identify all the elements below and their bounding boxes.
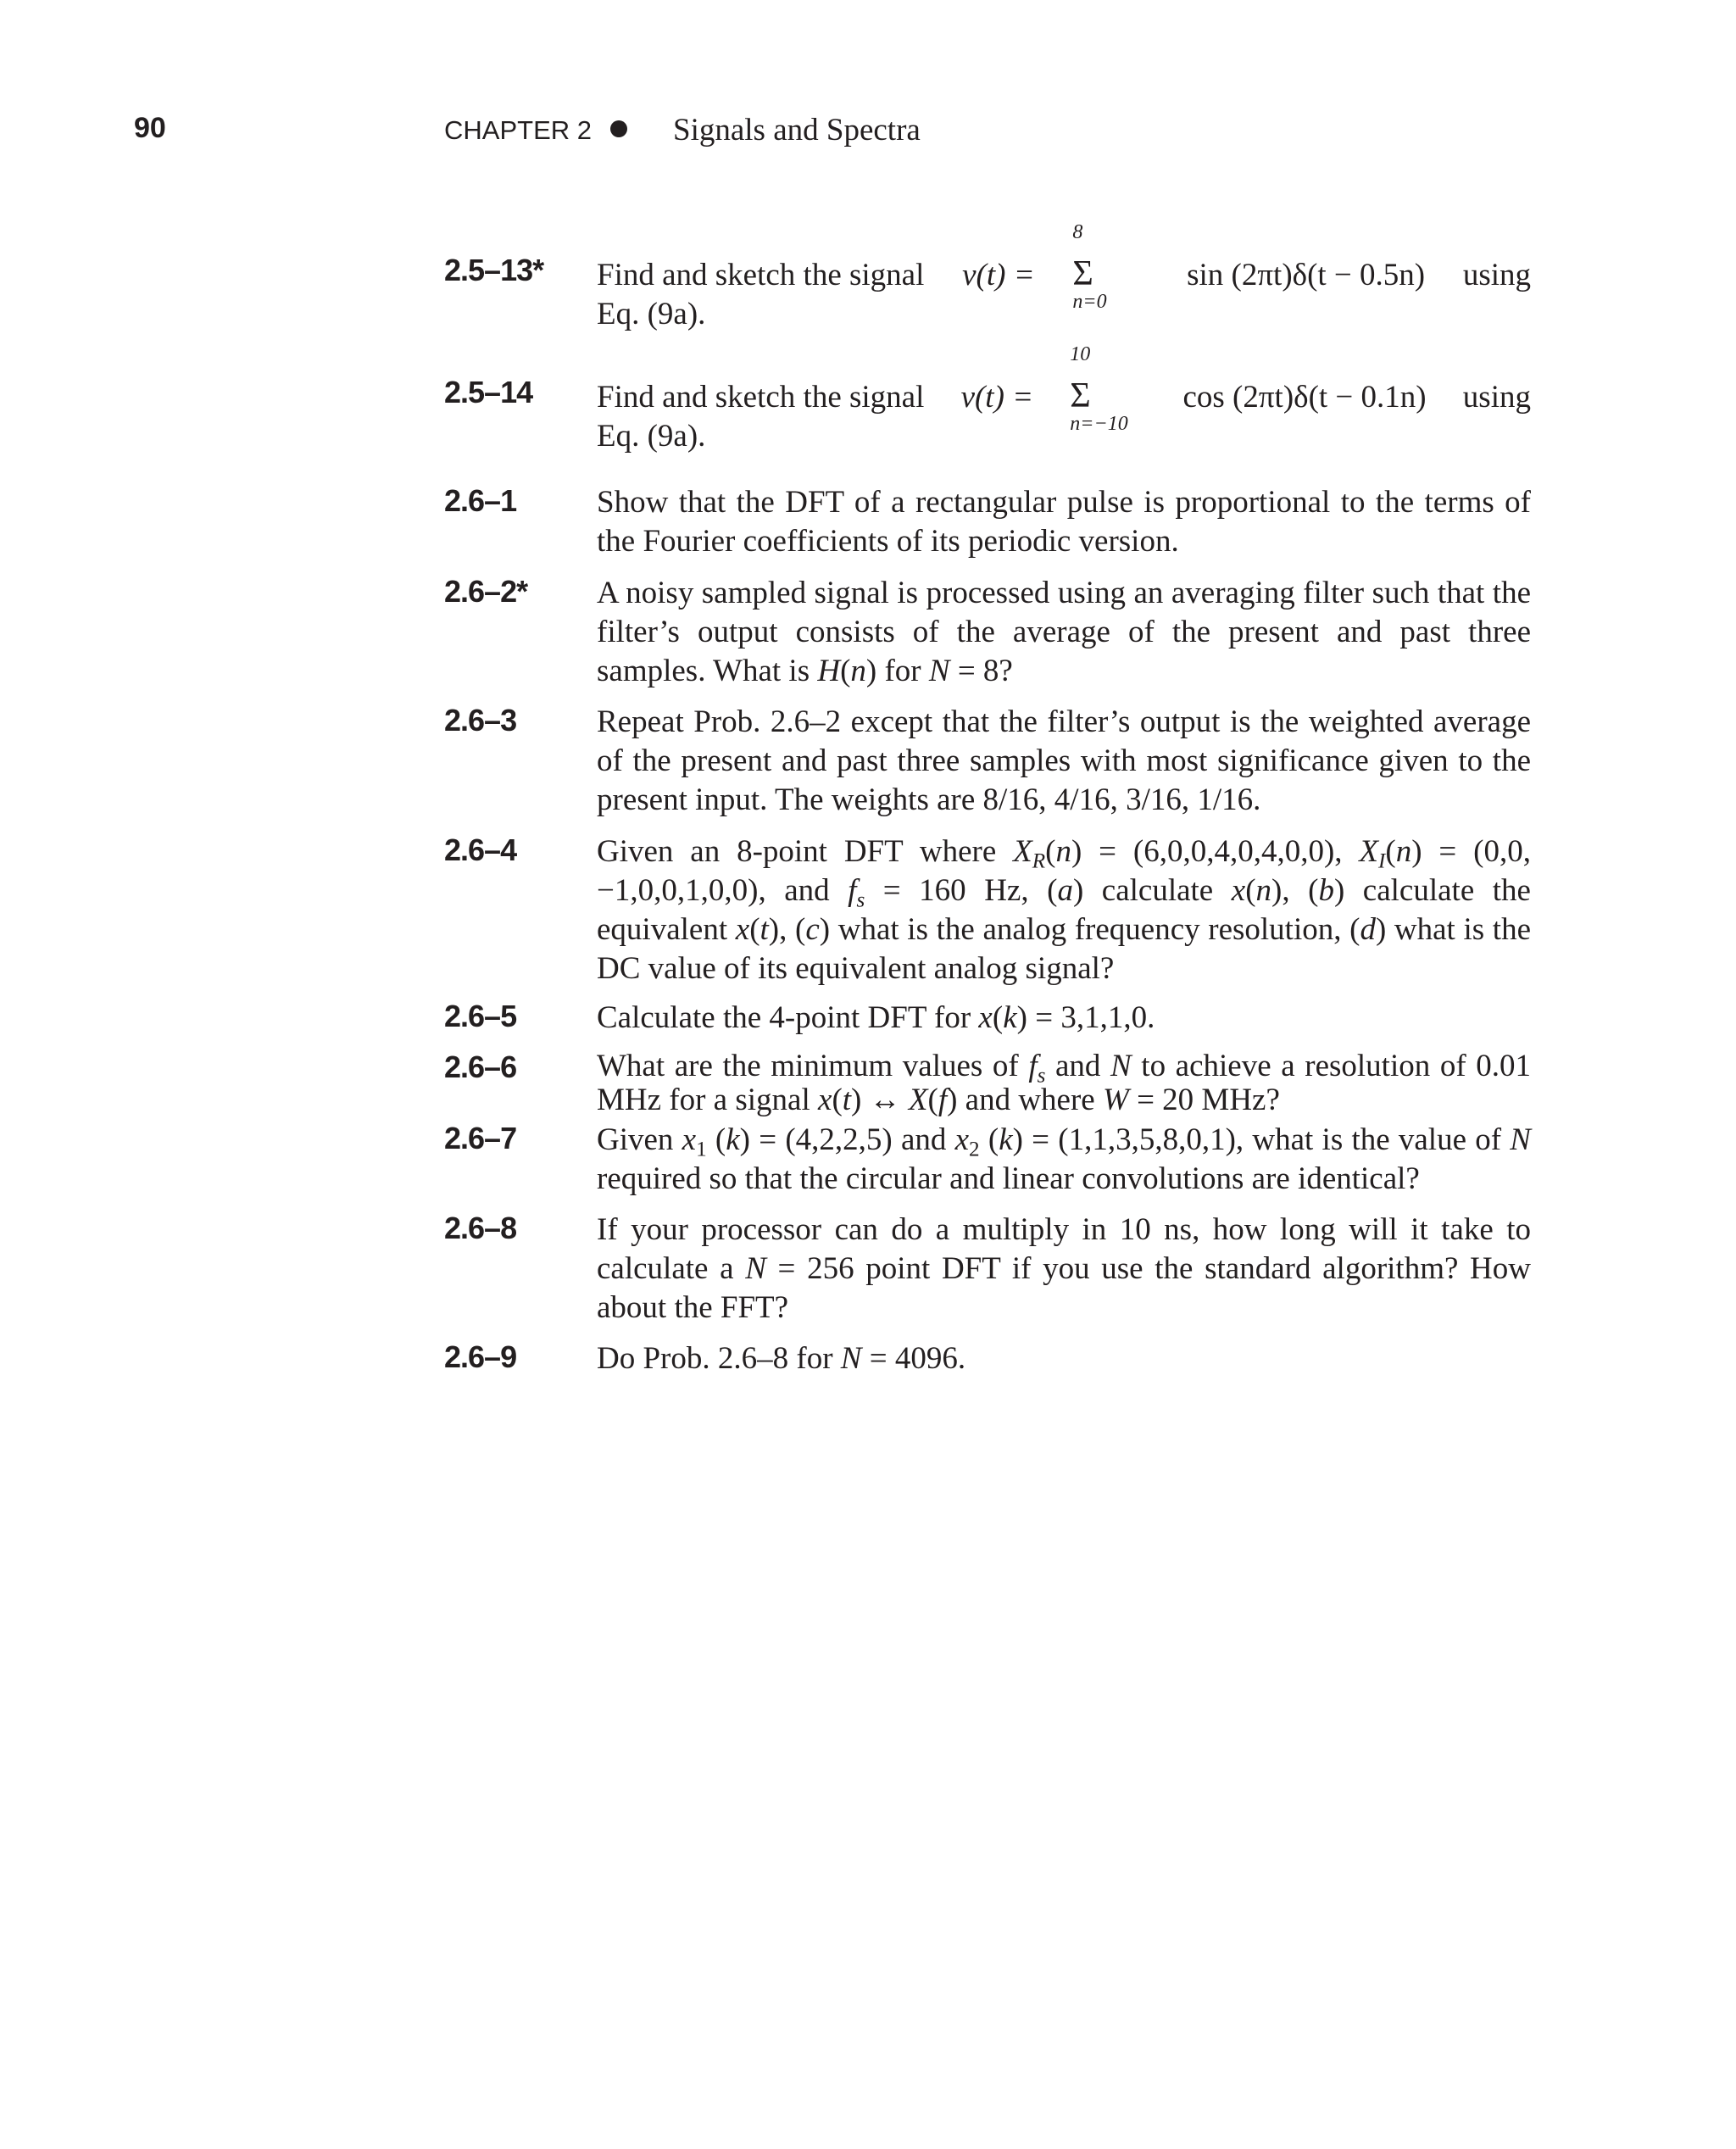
problem-text: Repeat Prob. 2.6–2 except that the filter’s output is the weighted average of the present and past three samples with most significance given to the present input. The weights are 8/16, 4/16, 3/16, 1/16. [597, 704, 1531, 817]
sum-sign: Σ [1070, 376, 1091, 415]
sum-lower-limit: n=−10 [1070, 413, 1128, 435]
problem-text: Do Prob. 2.6–8 for N = 4096. [597, 1341, 966, 1376]
bullet-icon [610, 120, 627, 137]
problem-text [597, 343, 1531, 456]
summand: sin (2πt)δ(t − 0.5n) [1187, 258, 1426, 292]
equation-line [597, 221, 1532, 313]
problem-number: 2.6–4 [444, 832, 517, 867]
equation-lhs: v(t) = [962, 258, 1035, 292]
section-title: Signals and Spectra [673, 113, 921, 148]
problem-line-2: Eq. (9a). [597, 297, 706, 331]
problem-text [597, 221, 1532, 334]
equation-line [597, 343, 1531, 435]
problem-number: 2.6–3 [444, 703, 517, 738]
problem-number: 2.5–14 [444, 375, 533, 409]
problem-number: 2.6–5 [444, 999, 517, 1033]
problem-text: Given $x_1$ (k) = (4,2,2,5) and $x_2$ (k) = (1,1,3,5,8,0,1), what is the value of N required so that the circular and linear convolutions are identical? [597, 1122, 1531, 1196]
problem-number: 2.6–1 [444, 483, 517, 518]
equation-lhs: v(t) = [960, 380, 1034, 415]
problem-text: If your processor can do a multiply in 10 ns, how long will it take to calculate a N = 256 point DFT if you use the standard algorithm? How about the FFT? [597, 1212, 1532, 1325]
problem-trail: using [1462, 258, 1532, 292]
summand: cos (2πt)δ(t − 0.1n) [1182, 380, 1427, 415]
problem-number: 2.5–13* [444, 253, 544, 287]
problem-line-2: Eq. (9a). [597, 419, 706, 454]
problem-lead: Find and sketch the signal [597, 380, 925, 415]
problem-number: 2.6–6 [444, 1049, 517, 1084]
sum-lower-limit: n=0 [1072, 291, 1107, 313]
sum-sign: Σ [1072, 254, 1093, 293]
problem-text: A noisy sampled signal is processed using an averaging filter such that the filter’s output consists of the average of the present and past three samples. What is H(n) for N = 8? [597, 576, 1531, 688]
problem-trail: using [1462, 380, 1531, 415]
page-number: 90 [134, 112, 166, 144]
sum-upper-limit: 10 [1070, 343, 1091, 365]
sum-upper-limit: 8 [1072, 221, 1083, 243]
chapter-label: CHAPTER 2 [444, 115, 592, 145]
problem-number: 2.6–8 [444, 1211, 517, 1245]
summation [1070, 343, 1146, 435]
problem-number: 2.6–2* [444, 574, 528, 609]
problem-text: Given an 8-point DFT where $X_R(n) = (6,0,0,4,0,4,0,0)$, $X_I(n) = (0,0$, −1,0,0,1,0,0), and $f_s = 160$ Hz, (a) calculate x(n), (b) calculate the equivalent x(t), (c) what is the analog frequency resolution, (d) what is the DC value of its equivalent analog signal? [597, 834, 1531, 986]
problem-lead: Find and sketch the signal [597, 258, 925, 292]
problem-number: 2.6–9 [444, 1339, 517, 1374]
problem-text: Calculate the 4-point DFT for x(k) = 3,1,1,0. [597, 1000, 1155, 1035]
summation [1072, 221, 1149, 313]
problem-text: Show that the DFT of a rectangular pulse is proportional to the terms of the Fourier coefficients of its periodic version. [597, 485, 1531, 559]
problem-number: 2.6–7 [444, 1121, 517, 1155]
problem-text: What are the minimum values of $f_s$ and N to achieve a resolution of 0.01 MHz for a signal x(t) ↔ X(f) and where W = 20 MHz? [597, 1049, 1531, 1117]
